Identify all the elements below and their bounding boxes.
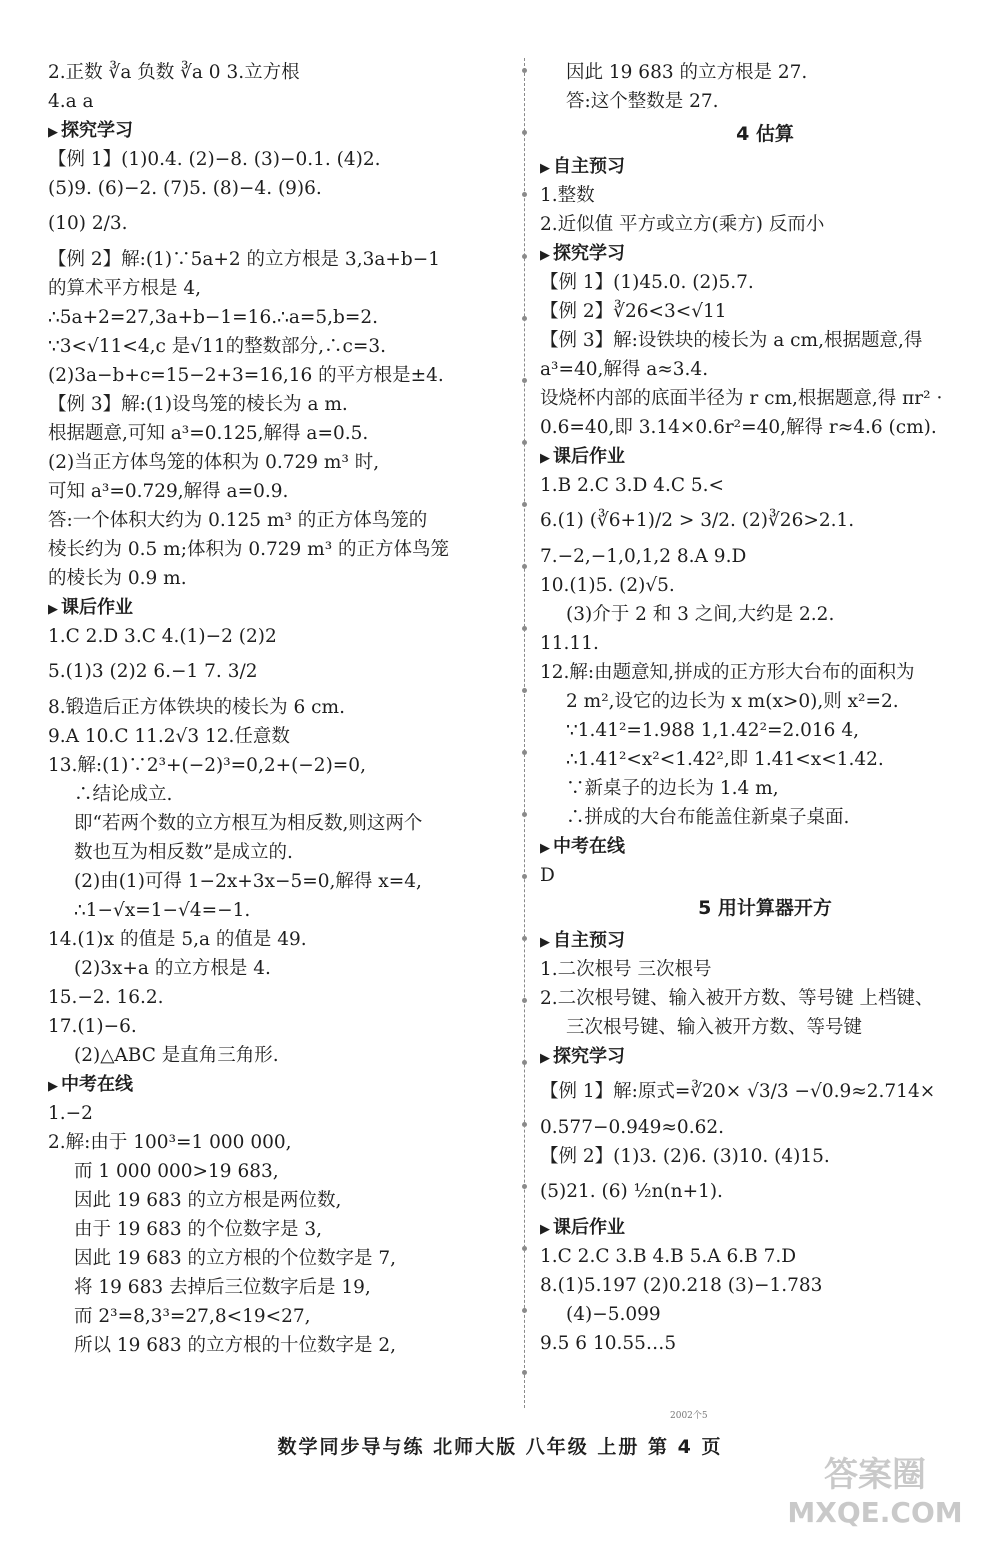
section-heading-label: 探究学习 — [553, 243, 625, 264]
triangle-icon: ▶ — [540, 161, 550, 176]
answer-line: 1.整数 — [540, 185, 595, 206]
section-heading-label: 中考在线 — [61, 1074, 133, 1095]
answer-line: 9.5 6 10.55…5 — [540, 1333, 677, 1354]
section-heading-label: 中考在线 — [553, 836, 625, 857]
answer-line: 根据题意,可知 a³=0.125,解得 a=0.5. — [48, 423, 369, 444]
answer-line: ∵1.41²=1.988 1,1.42²=2.016 4, — [566, 720, 859, 741]
answer-line: 4.a a — [48, 91, 94, 112]
lesson-title: 5 用计算器开方 — [698, 897, 832, 919]
answer-line: 8.锻造后正方体铁块的棱长为 6 cm. — [48, 697, 345, 718]
answer-line: 2.二次根号键、输入被开方数、等号键 上档键、 — [540, 988, 934, 1009]
answer-line: 1.B 2.C 3.D 4.C 5.< — [540, 475, 725, 496]
answer-line: 将 19 683 去掉后三位数字后是 19, — [74, 1277, 371, 1298]
answer-line: 7.−2,−1,0,1,2 8.A 9.D — [540, 546, 747, 567]
answer-line: 棱长约为 0.5 m;体积为 0.729 m³ 的正方体鸟笼 — [48, 539, 450, 560]
divider-dot — [522, 812, 527, 817]
divider-dot — [522, 998, 527, 1003]
divider-dot — [522, 1308, 527, 1313]
answer-line: (2)3x+a 的立方根是 4. — [74, 958, 271, 979]
answer-line: ∴结论成立. — [74, 784, 173, 805]
answer-line: 17.(1)−6. — [48, 1016, 137, 1037]
answer-line: 答:一个体积大约为 0.125 m³ 的正方体鸟笼的 — [48, 510, 428, 531]
answer-line: 因此 19 683 的立方根是 27. — [566, 62, 808, 83]
answer-line: (2)由(1)可得 1−2x+3x−5=0,解得 x=4, — [74, 871, 422, 892]
answer-line: 9.A 10.C 11.2√3 12.任意数 — [48, 726, 290, 747]
section-heading — [540, 1042, 990, 1071]
section-heading-label: 自主预习 — [553, 930, 625, 951]
divider-dot — [522, 1060, 527, 1065]
answer-line: 2.近似值 平方或立方(乘方) 反而小 — [540, 214, 825, 235]
divider-dot — [522, 1370, 527, 1375]
answer-line: 可知 a³=0.729,解得 a=0.9. — [48, 481, 289, 502]
divider-dot — [522, 564, 527, 569]
triangle-icon: ▶ — [540, 1222, 550, 1237]
answer-line: 【例 2】∛26<3<√11 — [540, 301, 727, 322]
right-column — [540, 58, 990, 1358]
section-heading — [540, 1213, 990, 1242]
answer-line: 2 m²,设它的边长为 x m(x>0),则 x²=2. — [566, 691, 899, 712]
section-heading-label: 课后作业 — [61, 597, 133, 618]
triangle-icon: ▶ — [540, 1051, 550, 1066]
answer-line: 0.577−0.949≈0.62. — [540, 1117, 724, 1138]
answer-line: ∴拼成的大台布能盖住新桌子桌面. — [566, 807, 850, 828]
answer-line: 【例 3】解:设铁块的棱长为 a cm,根据题意,得 — [540, 330, 923, 351]
divider-dot — [522, 440, 527, 445]
answer-line: (2)△ABC 是直角三角形. — [74, 1045, 279, 1066]
answer-line: (2)3a−b+c=15−2+3=16,16 的平方根是±4. — [48, 365, 444, 386]
page-footer: 数学同步导与练 北师大版 八年级 上册 第 4 页 — [277, 1436, 723, 1458]
triangle-icon: ▶ — [48, 125, 58, 140]
triangle-icon: ▶ — [540, 841, 550, 856]
section-heading — [540, 832, 990, 861]
divider-dot — [522, 502, 527, 507]
triangle-icon: ▶ — [540, 935, 550, 950]
answer-line: a³=40,解得 a≈3.4. — [540, 359, 709, 380]
answer-line: 数也互为相反数”是成立的. — [74, 842, 293, 863]
lesson-title: 4 估算 — [736, 123, 794, 145]
section-heading — [48, 593, 510, 622]
section-heading-label: 探究学习 — [553, 1046, 625, 1067]
underbrace-label: 2002个5 — [670, 1411, 708, 1421]
answer-line: 5.(1)3 (2)2 6.−1 7. 3/2 — [48, 661, 258, 682]
section-heading — [48, 116, 510, 145]
answer-line: (3)介于 2 和 3 之间,大约是 2.2. — [566, 604, 835, 625]
divider-dot — [522, 316, 527, 321]
answer-line: (5)9. (6)−2. (7)5. (8)−4. (9)6. — [48, 178, 322, 199]
divider-dot — [522, 626, 527, 631]
answer-line: 的棱长为 0.9 m. — [48, 568, 187, 589]
answer-line: (2)当正方体鸟笼的体积为 0.729 m³ 时, — [48, 452, 380, 473]
answer-line: 答:这个整数是 27. — [566, 91, 719, 112]
section-heading-label: 探究学习 — [61, 120, 133, 141]
triangle-icon: ▶ — [48, 1079, 58, 1094]
divider-dot — [522, 68, 527, 73]
watermark-logo — [780, 1450, 970, 1530]
answer-line: 【例 1】(1)45.0. (2)5.7. — [540, 272, 754, 293]
column-divider — [524, 58, 525, 1408]
answer-line: ∵3<√11<4,c 是√11的整数部分,∴c=3. — [48, 336, 386, 357]
answer-line: ∵新桌子的边长为 1.4 m, — [566, 778, 779, 799]
answer-line: 12.解:由题意知,拼成的正方形大台布的面积为 — [540, 662, 915, 683]
answer-line: (10) 2/3. — [48, 213, 128, 234]
answer-line: 0.6=40,即 3.14×0.6r²=40,解得 r≈4.6 (cm). — [540, 417, 937, 438]
section-heading — [540, 239, 990, 268]
answer-line: 【例 2】解:(1)∵5a+2 的立方根是 3,3a+b−1 — [48, 249, 440, 270]
answer-line: 而 2³=8,3³=27,8<19<27, — [74, 1306, 311, 1327]
answer-line: 8.(1)5.197 (2)0.218 (3)−1.783 — [540, 1275, 823, 1296]
answer-line: 而 1 000 000>19 683, — [74, 1161, 279, 1182]
section-heading-label: 自主预习 — [553, 156, 625, 177]
answer-line: 2.解:由于 100³=1 000 000, — [48, 1132, 292, 1153]
answer-line: D — [540, 865, 555, 886]
answer-line: 6.(1) (∛6+1)/2 > 3/2. (2)∛26>2.1. — [540, 510, 855, 531]
answer-line: 1.二次根号 三次根号 — [540, 959, 712, 980]
svg-text:答案圈: 答案圈 — [824, 1455, 926, 1495]
answer-line: 即“若两个数的立方根互为相反数,则这两个 — [74, 813, 423, 834]
divider-dot — [522, 254, 527, 259]
answer-line: 因此 19 683 的立方根的个位数字是 7, — [74, 1248, 397, 1269]
divider-dot — [522, 750, 527, 755]
answer-line: 15.−2. 16.2. — [48, 987, 164, 1008]
divider-dot — [522, 130, 527, 135]
answer-line: 因此 19 683 的立方根是两位数, — [74, 1190, 342, 1211]
answer-line: (5)21. (6) ½n(n+1). — [540, 1181, 723, 1202]
answer-line: 11.11. — [540, 633, 599, 654]
triangle-icon: ▶ — [540, 451, 550, 466]
section-heading-label: 课后作业 — [553, 446, 625, 467]
section-heading-label: 课后作业 — [553, 1217, 625, 1238]
divider-dot — [522, 1122, 527, 1127]
answer-line: 【例 2】(1)3. (2)6. (3)10. (4)15. — [540, 1146, 830, 1167]
answer-line: 【例 1】(1)0.4. (2)−8. (3)−0.1. (4)2. — [48, 149, 381, 170]
divider-dot — [522, 688, 527, 693]
svg-text:MXQE.COM: MXQE.COM — [787, 1496, 963, 1529]
answer-line: 的算术平方根是 4, — [48, 278, 202, 299]
section-heading — [540, 926, 990, 955]
answer-line: 三次根号键、输入被开方数、等号键 — [566, 1017, 863, 1038]
answer-line: 【例 1】解:原式=∛20× √3/3 −√0.9≈2.714× — [540, 1081, 936, 1102]
answer-line: 1.−2 — [48, 1103, 93, 1124]
answer-line: 所以 19 683 的立方根的十位数字是 2, — [74, 1335, 397, 1356]
divider-dot — [522, 378, 527, 383]
answer-line: 1.C 2.C 3.B 4.B 5.A 6.B 7.D — [540, 1246, 797, 1267]
divider-dot — [522, 936, 527, 941]
answer-line: 【例 3】解:(1)设鸟笼的棱长为 a m. — [48, 394, 348, 415]
answer-line: (4)−5.099 — [566, 1304, 661, 1325]
answer-line: 10.(1)5. (2)√5. — [540, 575, 675, 596]
divider-dot — [522, 1246, 527, 1251]
divider-dot — [522, 192, 527, 197]
section-heading — [540, 442, 990, 471]
divider-dot — [522, 1184, 527, 1189]
answer-line: 14.(1)x 的值是 5,a 的值是 49. — [48, 929, 307, 950]
answer-line: 1.C 2.D 3.C 4.(1)−2 (2)2 — [48, 626, 277, 647]
left-column — [48, 58, 510, 1360]
divider-dot — [522, 874, 527, 879]
answer-line: 设烧杯内部的底面半径为 r cm,根据题意,得 πr² · — [540, 388, 943, 409]
triangle-icon: ▶ — [48, 602, 58, 617]
section-heading — [48, 1070, 510, 1099]
answer-line: 2.正数 ∛a 负数 ∛a 0 3.立方根 — [48, 62, 300, 83]
answer-line: ∴1.41²<x²<1.42²,即 1.41<x<1.42. — [566, 749, 884, 770]
section-heading — [540, 152, 990, 181]
answer-line: ∴1−√x=1−√4=−1. — [74, 900, 251, 921]
triangle-icon: ▶ — [540, 248, 550, 263]
answer-line: 13.解:(1)∵2³+(−2)³=0,2+(−2)=0, — [48, 755, 366, 776]
answer-line: ∴5a+2=27,3a+b−1=16.∴a=5,b=2. — [48, 307, 379, 328]
answer-line: 由于 19 683 的个位数字是 3, — [74, 1219, 323, 1240]
